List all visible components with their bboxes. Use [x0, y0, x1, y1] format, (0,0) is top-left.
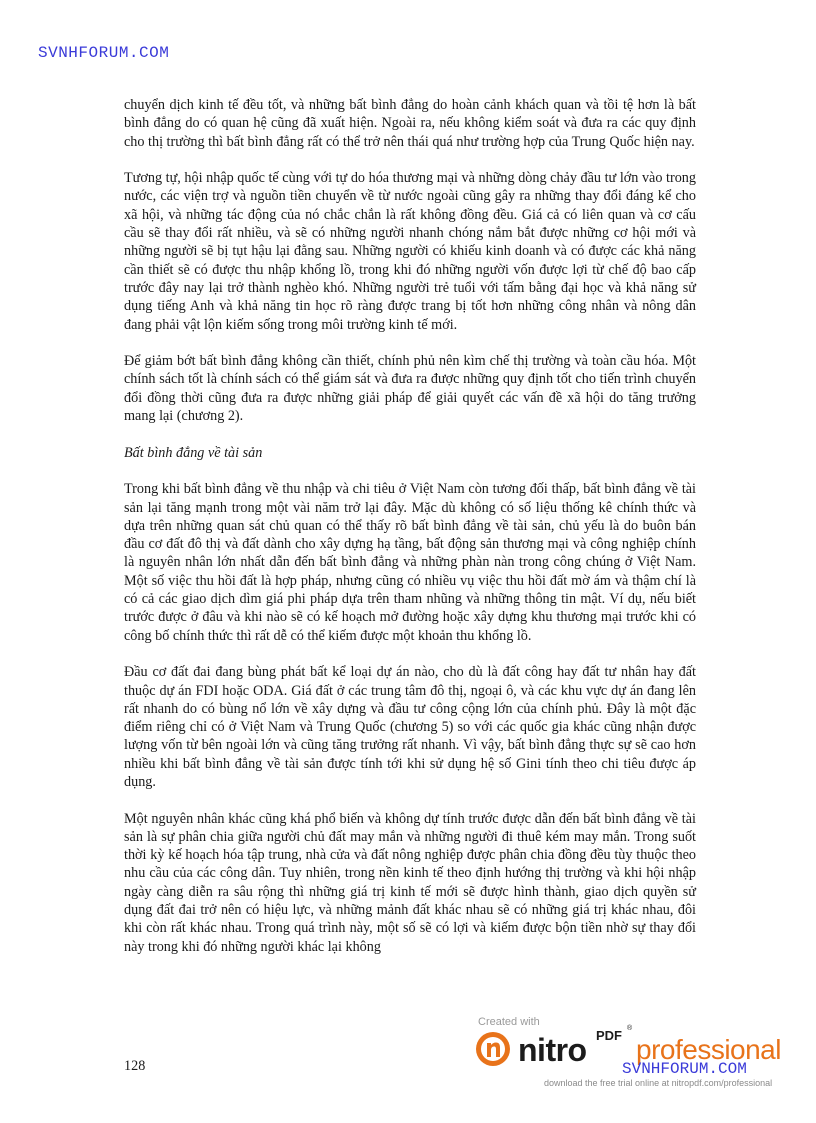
section-heading: Bất bình đẳng về tài sản	[124, 444, 263, 461]
nitro-pdf-label: PDF	[596, 1028, 622, 1043]
nitro-download-link[interactable]: download the free trial online at nitropdf.com/professional	[544, 1078, 773, 1088]
paragraph: Tương tự, hội nhập quốc tế cùng với tự do hóa thương mại và những dòng chảy đầu tư lớn vào trong nước, các viện trợ và nguồn tiền chuyển về từ nước ngoài cũng gây ra những thay đổi đáng kể cho xã hội, và những tác động của nó chắc chắn là rất không đồng đều. Giá cả có liên quan và cơ cấu cầu sẽ thay đổi rất nhiều, và sẽ có những người nhanh chóng nắm bắt được những cơ hội mới và những người sẽ bị tụt hậu lại đằng sau. Những người có khiếu kinh doanh và có được các khả năng cần thiết sẽ có được thu nhập khổng lồ, trong khi đó những người vốn được lợi từ chế độ bao cấp trước đây nay lại trở thành nghèo khó. Những người trẻ tuổi với tấm bằng đại học và khả năng sử dụng tiếng Anh và khả năng tin học rõ ràng được trang bị tốt hơn những công nhân và nông dân đang phải vật lộn kiếm sống trong môi trường kinh tế mới.	[124, 170, 696, 333]
paragraph: Một nguyên nhân khác cũng khá phổ biến và không dự tính trước được dẫn đến bất bình đẳng về tài sản là sự phân chia giữa người chủ đất may mắn và những người đi thuê kém may mắn. Trong suốt thời kỳ kế hoạch hóa tập trung, nhà cửa và đất nông nghiệp được phân chia đồng đều tùy thuộc theo nhu cầu của các công dân. Tuy nhiên, trong nền kinh tế theo định hướng thị trường và khi hội nhập ngày càng diễn ra sâu rộng thì những giá trị kinh tế mới sẽ được hình thành, giao dịch quyền sử dụng đất đai trở nên có hiệu lực, và những mảnh đất khác nhau sẽ có những giá trị khác nhau, đôi khi còn rất khác nhau. Trong quá trình này, một số sẽ có lợi và kiếm được bộn tiền nhờ sự thay đổi này trong khi đó những người khác lại không	[124, 810, 696, 955]
paragraph: Để giảm bớt bất bình đẳng không cần thiết, chính phủ nên kìm chế thị trường và toàn cầu hóa. Một chính sách tốt là chính sách có thể giám sát và đưa ra được những quy định tốt cho tiến trình chuyển đổi đồng thời cũng đưa ra được những giải pháp để giải quyết các vấn đề xã hội do tăng trưởng mang lại (chương 2).	[124, 353, 696, 425]
watermark-top: SVNHFORUM.COM	[38, 44, 170, 62]
paragraph: Đầu cơ đất đai đang bùng phát bất kể loại dự án nào, cho dù là đất công hay đất tư nhân hay đất thuộc dự án FDI hoặc ODA. Giá đất ở các trung tâm đô thị, ngoại ô, và các khu vực dự án đang lên rất nhanh do có bùng nổ lớn về xây dựng và đầu tư công cộng lớn của chính phủ. Đây là một đặc điểm riêng chỉ có ở Việt Nam và Trung Quốc (chương 5) so với các quốc gia khác cũng nhận được lượng vốn từ bên ngoài lớn và cũng tăng trưởng rất nhanh. Vì vậy, bất bình đẳng thực sự sẽ cao hơn nhiều khi bất bình đẳng về tài sản được tính tới khi sử dụng hệ số Gini tính theo chi tiêu được áp dụng.	[124, 664, 696, 790]
page-number: 128	[124, 1058, 146, 1074]
nitro-logo-icon	[474, 1030, 512, 1068]
paragraph: Trong khi bất bình đẳng về thu nhập và chi tiêu ở Việt Nam còn tương đối thấp, bất bình đẳng về tài sản lại tăng mạnh trong một vài năm trở lại đây. Mặc dù không có số liệu thống kê chính thức và dựa trên những quan sát chủ quan có thể thấy rõ bất bình đẳng về tài sản, chủ yếu là do buôn bán đầu cơ đất đô thị và đất dành cho xây dựng hạ tầng, bất động sản thương mại và công nghiệp chính là nguyên nhân lớn nhất dẫn đến bất bình đẳng và những phàn nàn trong công chúng ở Việt Nam. Một số việc thu hồi đất là hợp pháp, nhưng cũng có nhiều vụ việc thu hồi đất mờ ám và thậm chí là có cả các giao dịch dìm giá phi pháp dựa trên tham nhũng và những thông tin mật. Ví dụ, nếu biết trước được ở đâu và khi nào sẽ có kế hoạch mở đường hoặc xây dựng khu thương mại trước khi có công bố chính thức thì rất dễ có thể kiếm được một khoản thu khổng lồ.	[124, 481, 696, 644]
paragraph: chuyển dịch kinh tế đều tốt, và những bất bình đẳng do hoàn cảnh khách quan và tồi tệ hơn là bất bình đẳng do có quan hệ cũng đã xuất hiện. Ngoài ra, nếu không kiểm soát và đưa ra các quy định cho thị trường thì bất bình đẳng rất có thể trở nên thái quá như trường hợp của Trung Quốc hiện nay.	[124, 97, 696, 150]
nitro-edition: professional	[636, 1034, 781, 1065]
document-body	[124, 96, 696, 974]
watermark-bottom: SVNHFORUM.COM	[622, 1060, 747, 1078]
nitro-registered-mark: ®	[627, 1025, 633, 1032]
nitro-created-with: Created with	[478, 1016, 540, 1028]
nitro-brand: nitro	[518, 1032, 587, 1068]
nitro-pdf-banner[interactable]	[474, 1016, 814, 1092]
